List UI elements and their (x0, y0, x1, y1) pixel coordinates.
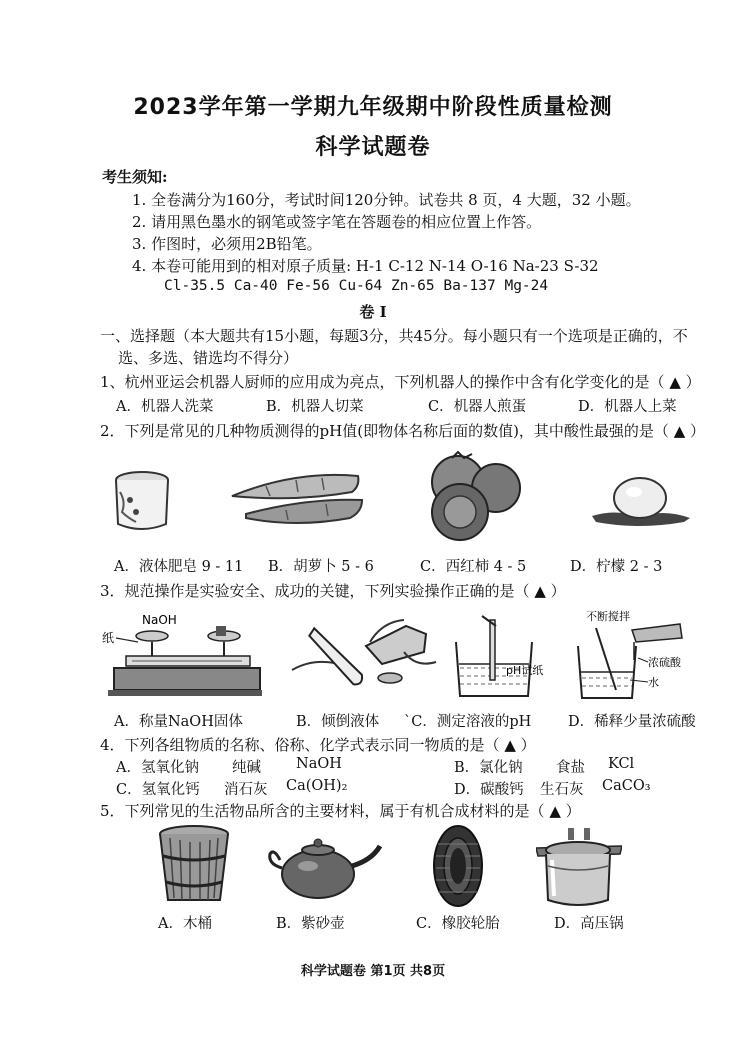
dilute-acid-image (572, 608, 698, 702)
q4-a-formula: NaOH (296, 756, 342, 772)
q5-option-a: A．木桶 (158, 916, 212, 932)
stir-label: 不断搅拌 (586, 610, 630, 623)
page-subtitle: 科学试题卷 (315, 135, 431, 160)
q5-option-b: B．紫砂壶 (276, 916, 345, 932)
notice-item-2: 2. 请用黑色墨水的钢笔或签字笔在答题卷的相应位置上作答。 (132, 213, 542, 231)
lemon-image (588, 468, 694, 528)
q1-option-c: C．机器人煎蛋 (428, 399, 527, 415)
paper-label: 纸 (102, 631, 115, 645)
q3-option-c: `C．测定溶液的pH (404, 714, 532, 730)
page-footer: 科学试题卷 第1页 共8页 (300, 964, 446, 979)
q3-option-a: A．称量NaOH固体 (114, 714, 243, 730)
q4-d-name: D．碳酸钙 (454, 782, 524, 798)
q2-option-c: C．西红柿 4 - 5 (420, 559, 527, 575)
q1-stem: 1、杭州亚运会机器人厨师的应用成为亮点，下列机器人的操作中含有化学变化的是（ ▲ ） (100, 373, 701, 391)
q5-stem: 5．下列常见的生活物品所含的主要材料，属于有机合成材料的是（ ▲ ） (100, 802, 581, 820)
liquid-soap-image (106, 462, 186, 542)
section-heading: 一、选择题（本大题共有15小题，每题3分，共45分。每小题只有一个选项是正确的，不 (100, 327, 688, 345)
q1-option-d: D．机器人上菜 (578, 399, 677, 415)
q2-option-b: B．胡萝卜 5 - 6 (268, 559, 374, 575)
ph-paper-label: pH试纸 (506, 664, 544, 677)
q4-b-name: B．氯化钠 (454, 760, 523, 776)
q3-option-b: B．倾倒液体 (296, 714, 380, 730)
q4-b-common: 食盐 (556, 760, 585, 776)
q4-d-common: 生石灰 (540, 782, 584, 798)
notice-item-3: 3. 作图时，必须用2B铅笔。 (132, 235, 322, 253)
naoh-label: NaOH (142, 613, 177, 627)
acid-label: 浓硫酸 (648, 656, 681, 669)
q2-option-d: D．柠檬 2 - 3 (570, 559, 663, 575)
q4-c-name: C．氢氧化钙 (116, 782, 200, 798)
section-heading-cont: 选、多选、错选均不得分） (118, 349, 299, 367)
q4-a-name: A．氢氧化钠 (116, 760, 199, 776)
q4-c-formula: Ca(OH)₂ (286, 778, 348, 794)
q4-b-formula: KCl (608, 756, 635, 772)
q2-stem: 2．下列是常见的几种物质测得的pH值(即物体名称后面的数值)，其中酸性最强的是（ ▲ ） (100, 422, 706, 440)
clay-teapot-image (268, 830, 384, 902)
notice-heading: 考生须知: (102, 168, 168, 186)
q4-a-common: 纯碱 (232, 760, 261, 776)
q5-option-c: C．橡胶轮胎 (416, 916, 500, 932)
balance-scale-image (102, 612, 262, 700)
ph-test-image (448, 612, 558, 700)
notice-item-1: 1. 全卷满分为160分，考试时间120分钟。试卷共 8 页，4 大题，32 小题。 (132, 191, 641, 209)
q5-option-d: D．高压锅 (554, 916, 624, 932)
rubber-tire-image (430, 824, 486, 908)
q1-option-b: B．机器人切菜 (266, 399, 364, 415)
q4-c-common: 消石灰 (224, 782, 268, 798)
q4-stem: 4．下列各组物质的名称、俗称、化学式表示同一物质的是（ ▲ ） (100, 736, 536, 754)
wooden-bucket-image (156, 824, 232, 906)
q3-stem: 3．规范操作是实验安全、成功的关键，下列实验操作正确的是（ ▲ ） (100, 582, 566, 600)
pressure-cooker-image (536, 826, 622, 908)
q3-option-d: D．稀释少量浓硫酸 (568, 714, 696, 730)
tomato-image (416, 448, 528, 544)
volume-label: 卷 I (359, 303, 387, 321)
pouring-liquid-image (286, 612, 440, 698)
notice-item-4: 4. 本卷可能用到的相对原子质量: H-1 C-12 N-14 O-16 Na-23 S-32 (132, 257, 599, 275)
water-label: 水 (648, 676, 659, 689)
carrot-image (226, 462, 366, 542)
q4-d-formula: CaCO₃ (602, 778, 651, 794)
q2-option-a: A．液体肥皂 9 - 11 (114, 559, 244, 575)
q1-option-a: A．机器人洗菜 (116, 399, 214, 415)
page-title: 2023学年第一学期九年级期中阶段性质量检测 (133, 95, 613, 120)
notice-item-4-cont: Cl-35.5 Ca-40 Fe-56 Cu-64 Zn-65 Ba-137 Mg-24 (164, 278, 549, 294)
